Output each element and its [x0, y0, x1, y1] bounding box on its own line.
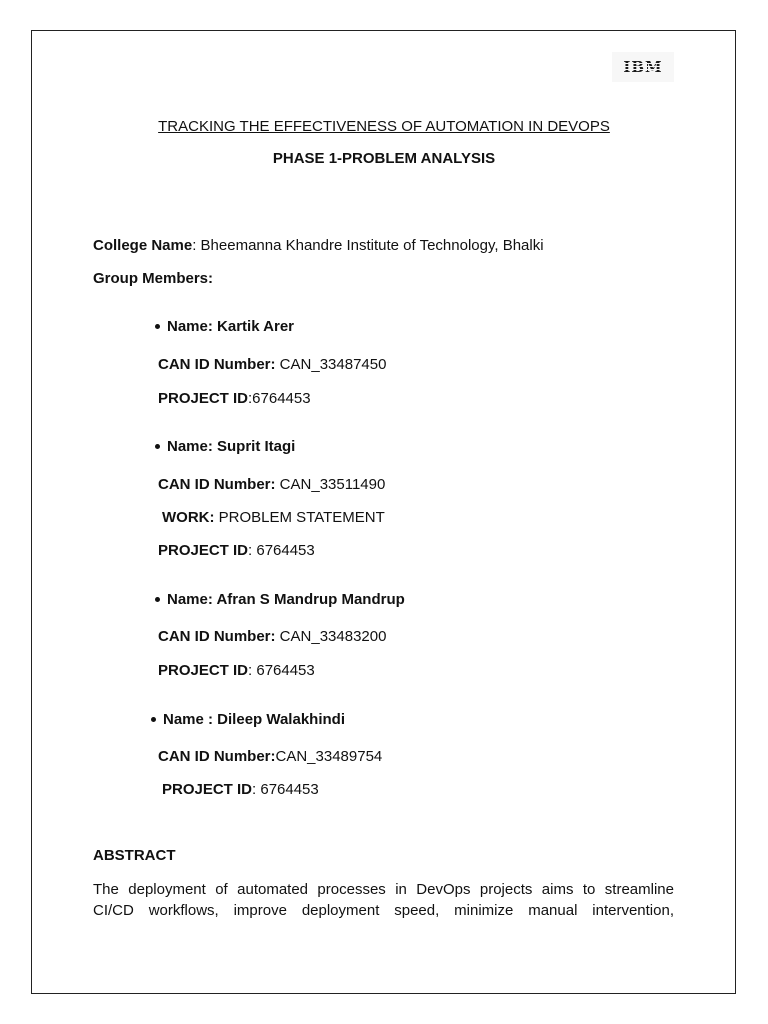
bullet-icon [155, 444, 160, 449]
member-project-row [158, 390, 311, 408]
can-id-value: CAN_33483200 [275, 628, 387, 645]
bullet-icon [155, 597, 160, 602]
project-id-label: PROJECT ID [158, 662, 249, 679]
abstract-paragraph [93, 879, 674, 921]
member-name-row [155, 591, 405, 609]
abstract-line: The deployment of automated processes in DevOps projects aims to streamline [93, 881, 674, 898]
project-id-value: : 6764453 [248, 662, 315, 679]
college-name-value: : Bheemanna Khandre Institute of Technology, Bhalki [192, 237, 544, 254]
college-name-row [93, 237, 544, 255]
member-name: Name : Dileep Walakhindi [163, 711, 345, 728]
member-can-row [158, 628, 386, 646]
member-can-row [158, 476, 385, 494]
ibm-logo [612, 52, 674, 82]
can-id-value: CAN_33489754 [275, 748, 383, 765]
member-name-row [155, 318, 294, 336]
abstract-line: CI/CD workflows, improve deployment speed, minimize manual intervention, [93, 902, 674, 919]
member-name-row [151, 711, 345, 729]
can-id-value: CAN_33511490 [275, 476, 386, 493]
abstract-heading: ABSTRACT [93, 847, 176, 864]
college-name-label: College Name [93, 237, 193, 254]
project-id-label: PROJECT ID [162, 781, 253, 798]
can-id-label: CAN ID Number: [158, 476, 276, 493]
member-project-row [158, 542, 315, 560]
bullet-icon [151, 717, 156, 722]
project-id-label: PROJECT ID [158, 390, 249, 407]
can-id-value: CAN_33487450 [275, 356, 387, 373]
member-name: Name: Afran S Mandrup Mandrup [167, 591, 405, 608]
work-value: PROBLEM STATEMENT [214, 509, 385, 526]
project-id-label: PROJECT ID [158, 542, 249, 559]
document-subtitle: PHASE 1-PROBLEM ANALYSIS [272, 150, 496, 167]
member-project-row [162, 781, 319, 799]
document-title: TRACKING THE EFFECTIVENESS OF AUTOMATION IN DEVOPS [158, 118, 610, 135]
group-members-heading: Group Members: [93, 270, 214, 287]
bullet-icon [155, 324, 160, 329]
member-can-row [158, 748, 382, 766]
can-id-label: CAN ID Number: [158, 748, 276, 765]
member-name: Name: Kartik Arer [167, 318, 294, 335]
project-id-value: : 6764453 [248, 542, 315, 559]
ibm-logo-text: IBM [623, 58, 663, 76]
member-project-row [158, 662, 315, 680]
project-id-value: : 6764453 [252, 781, 319, 798]
member-name: Name: Suprit Itagi [167, 438, 296, 455]
member-name-row [155, 438, 295, 456]
member-can-row [158, 356, 386, 374]
can-id-label: CAN ID Number: [158, 356, 276, 373]
project-id-value: :6764453 [248, 390, 311, 407]
work-label: WORK: [162, 509, 215, 526]
member-work-row [162, 509, 385, 527]
can-id-label: CAN ID Number: [158, 628, 276, 645]
